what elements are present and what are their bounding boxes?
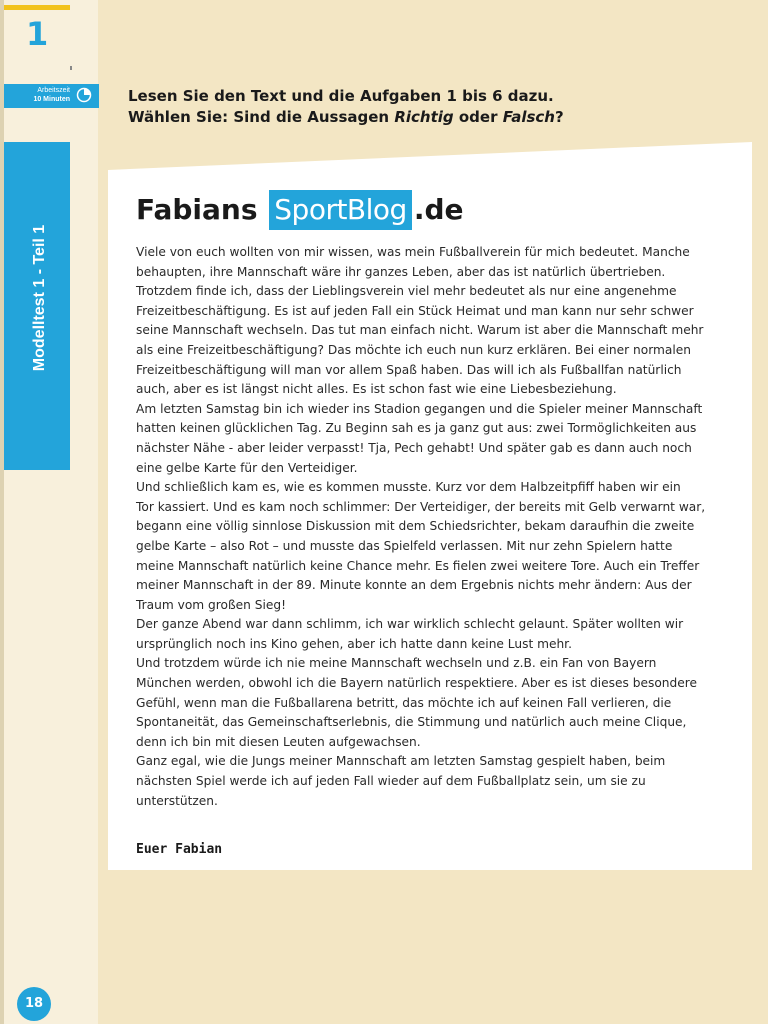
falsch-word: Falsch <box>502 108 555 126</box>
task-instructions <box>128 86 748 128</box>
article-line: Und trotzdem würde ich nie meine Mannschaft wechseln und z.B. ein Fan von Bayern <box>136 656 657 671</box>
article-line: seine Mannschaft wechseln. Das tut man einfach nicht. Warum ist aber die Mannschaft mehr <box>136 323 704 338</box>
article-line: Der ganze Abend war dann schlimm, ich war wirklich schlecht gelaunt. Später wollten wir <box>136 617 684 632</box>
part-number: 1 <box>26 15 49 53</box>
article-line: hatten keinen glücklichen Tag. Zu Beginn sah es ja ganz gut aus: zwei Tormöglichkeiten aus <box>136 421 697 436</box>
divider-mark <box>70 66 72 70</box>
richtig-word: Richtig <box>394 108 454 126</box>
instruction-line-2-text: Wählen Sie: Sind die Aussagen <box>128 108 395 126</box>
article-line: nächster Nähe - aber leider verpasst! Tja, Pech gehabt! Und später gab es dann auch noch <box>136 440 692 455</box>
instruction-connector: oder <box>453 108 503 126</box>
clock-icon <box>76 87 92 103</box>
article-line: unterstützen. <box>136 793 218 808</box>
article-line: Traum vom großen Sieg! <box>136 597 286 612</box>
time-label <box>24 86 70 104</box>
article-line: meiner Mannschaft in der 89. Minute konnte an dem Ergebnis nichts mehr ändern: Aus der <box>136 578 692 593</box>
article-line: gelbe Karte – also Rot – und musste das Spielfeld verlassen. Mit nur zehn Spielern hatte <box>136 538 673 553</box>
article-line: Freizeitbeschäftigung. Es ist auf jeden Fall ein Stück Heimat und man kann nur sehr schwer <box>136 303 694 318</box>
article-line: Ganz egal, wie die Jungs meiner Mannschaft am letzten Samstag gespielt haben, beim <box>136 754 666 769</box>
signature: Euer Fabian <box>136 842 223 857</box>
article-line: Viele von euch wollten von mir wissen, was mein Fußballverein für mich bedeutet. Manche <box>136 245 690 259</box>
time-badge <box>4 84 99 108</box>
logo-domain: .de <box>413 193 464 226</box>
top-accent-bar <box>4 5 70 10</box>
article-line: Spontaneität, das Gemeinschaftserlebnis, die Stimmung und natürlich auch meine Clique, <box>136 715 687 730</box>
side-tab-label: Modelltest 1 - Teil 1 <box>31 224 48 372</box>
blog-logo <box>136 190 464 230</box>
article-line: begann eine völlig sinnlose Diskussion mit dem Schiedsrichter, bekam daraufhin die zweite <box>136 519 695 534</box>
article-line: ursprünglich noch ins Kino gehen, aber ich hatte dann keine Lust mehr. <box>136 636 572 651</box>
article-line: nächsten Spiel werde ich auf jeden Fall wieder auf dem Fußballplatz sein, um sie zu <box>136 774 646 789</box>
article-line: Freizeitbeschäftigung will man vor allem Spaß haben. Das will ich als Fußballfan natürlich <box>136 362 682 377</box>
article-line: denn ich bin mit diesen Leuten aufgewachsen. <box>136 734 421 749</box>
blog-article <box>136 243 722 811</box>
instruction-line-2 <box>128 107 748 128</box>
article-line: eine gelbe Karte für den Verteidiger. <box>136 460 358 475</box>
instruction-end: ? <box>554 108 564 126</box>
article-line: Am letzten Samstag bin ich wieder ins Stadion gegangen und die Spieler meiner Mannschaft <box>136 401 703 416</box>
page-number: 18 <box>17 987 51 1021</box>
article-line: behaupten, ihre Mannschaft wäre ihr ganzes Leben, aber das ist natürlich übertrieben. <box>136 264 666 279</box>
article-line: Und schließlich kam es, wie es kommen musste. Kurz vor dem Halbzeitpfiff haben wir ein <box>136 480 681 495</box>
article-line: auch, aber es ist längst nicht alles. Es ist schon fast wie eine Liebesbeziehung. <box>136 382 617 397</box>
logo-name: Fabians <box>136 193 268 226</box>
logo-highlight: SportBlog <box>269 190 412 230</box>
article-line: als eine Freizeitbeschäftigung? Das möchte ich euch nun kurz erklären. Bei einer normalen <box>136 342 691 357</box>
article-line: Tor kassiert. Und es kam noch schlimmer: Der Verteidiger, der bereits mit Gelb verwarnt war, <box>136 499 706 514</box>
instruction-line-1: Lesen Sie den Text und die Aufgaben 1 bis 6 dazu. <box>128 87 554 105</box>
article-line: München werden, obwohl ich die Bayern natürlich respektiere. Aber es ist dieses besondere <box>136 676 697 691</box>
article-line: meine Mannschaft natürlich keine Chance mehr. Es fielen zwei weitere Tore. Auch ein Treffer <box>136 558 700 573</box>
time-label-line1: Arbeitszeit <box>37 87 70 94</box>
article-line: Trotzdem finde ich, dass der Lieblingsverein viel mehr bedeutet als nur eine angenehme <box>136 284 677 299</box>
article-line: Gefühl, wenn man die Fußballarena betritt, das möchte ich auf keinen Fall verlieren, die <box>136 695 672 710</box>
time-label-line2: 10 Minuten <box>33 96 70 103</box>
